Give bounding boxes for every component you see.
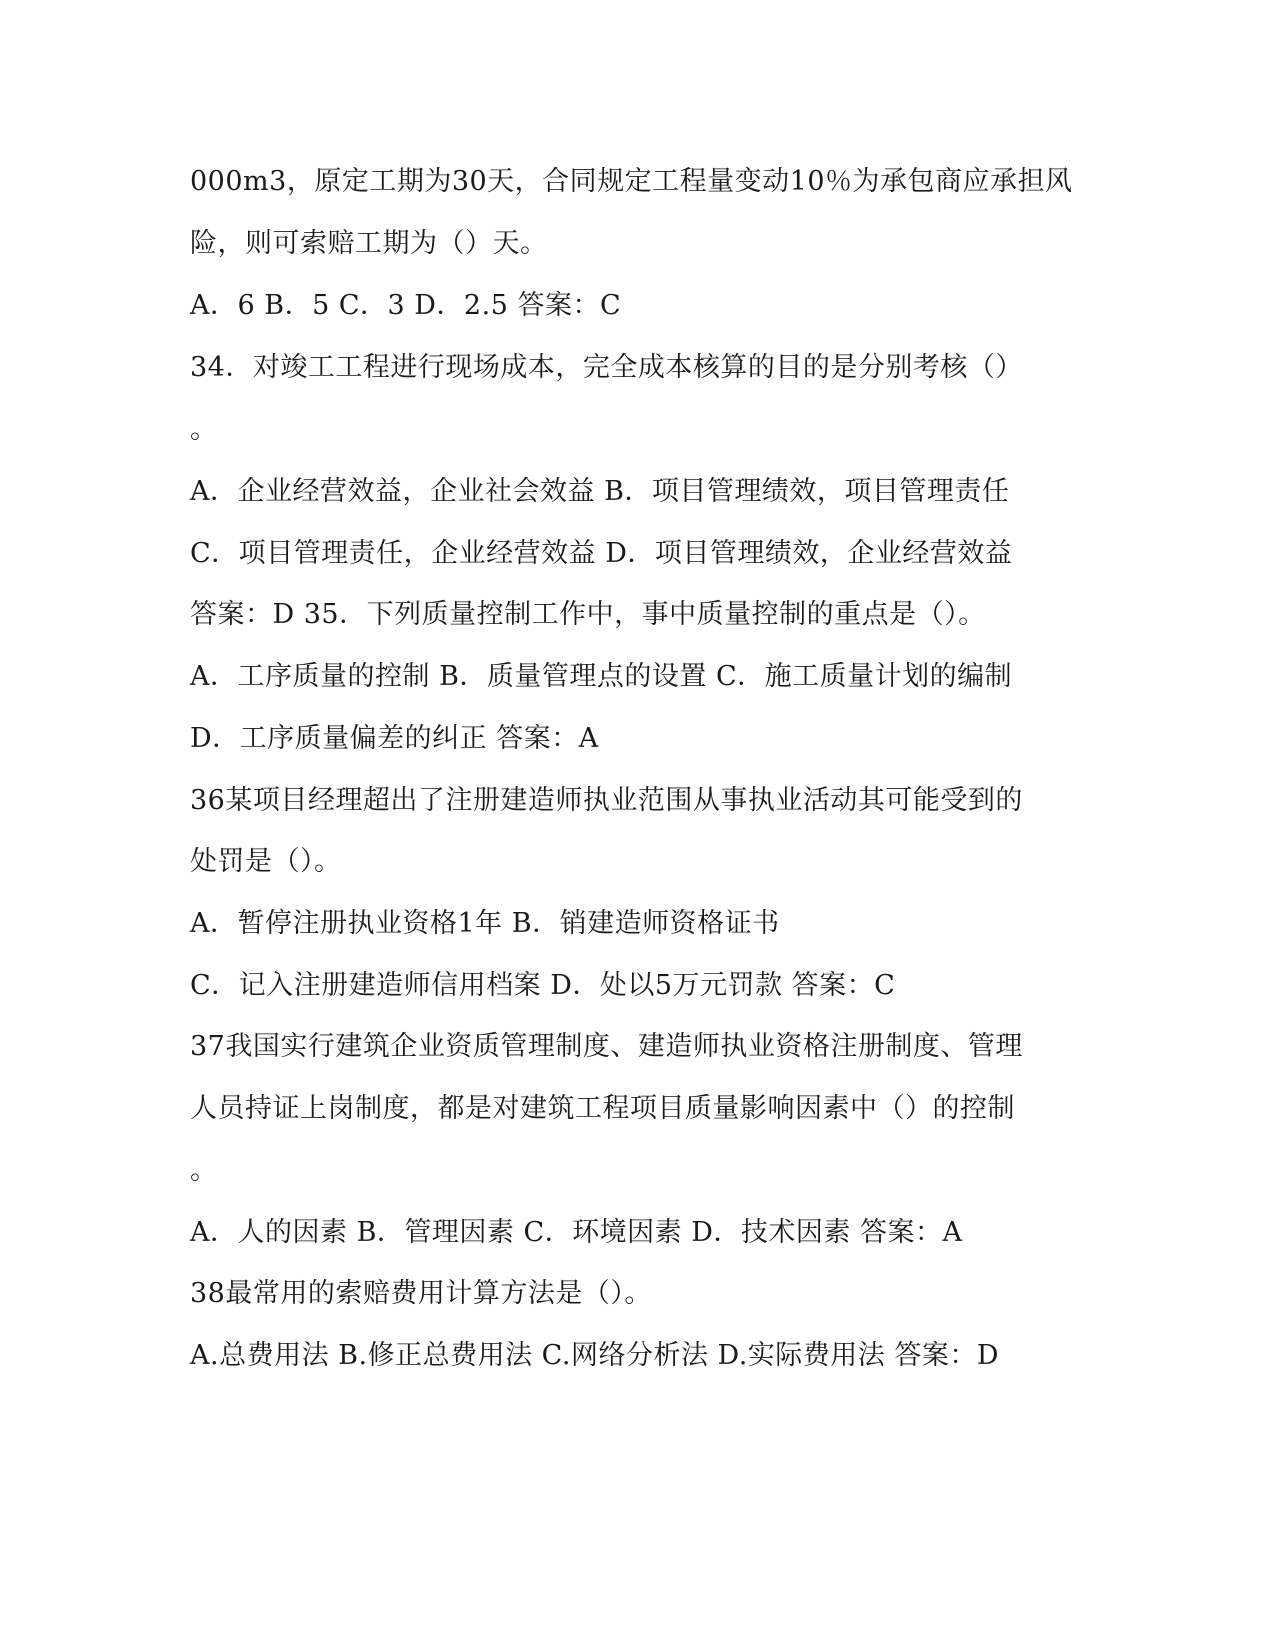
text-line-12: 处罚是（）。 xyxy=(190,846,342,877)
text-line-10: D．工序质量偏差的纠正 答案：A xyxy=(190,723,599,754)
text-line-20: A.总费用法 B.修正总费用法 C.网络分析法 D.实际费用法 答案：D xyxy=(190,1340,1000,1371)
text-line-3: A．6 B．5 C．3 D．2.5 答案：C xyxy=(190,290,622,321)
text-line-8: 答案：D 35．下列质量控制工作中，事中质量控制的重点是（）。 xyxy=(190,599,986,630)
text-line-7: C．项目管理责任，企业经营效益 D．项目管理绩效，企业经营效益 xyxy=(190,538,1013,569)
text-line-16: 人员持证上岗制度，都是对建筑工程项目质量影响因素中（）的控制 xyxy=(190,1093,1015,1124)
text-line-1: 000m3，原定工期为30天，合同规定工程量变动10％为承包商应承担风 xyxy=(190,166,1073,197)
text-line-6: A．企业经营效益，企业社会效益 B．项目管理绩效，项目管理责任 xyxy=(190,476,1010,507)
text-line-19: 38最常用的索赔费用计算方法是（）。 xyxy=(190,1278,652,1309)
text-line-15: 37我国实行建筑企业资质管理制度、建造师执业资格注册制度、管理 xyxy=(190,1031,1023,1062)
text-line-9: A．工序质量的控制 B．质量管理点的设置 C．施工质量计划的编制 xyxy=(190,661,1013,692)
text-line-17: 。 xyxy=(190,1155,218,1186)
text-line-14: C．记入注册建造师信用档案 D．处以5万元罚款 答案：C xyxy=(190,970,896,1001)
text-line-4: 34．对竣工工程进行现场成本，完全成本核算的目的是分别考核（） xyxy=(190,352,1023,383)
text-line-2: 险，则可索赔工期为（）天。 xyxy=(190,228,548,259)
text-line-5: 。 xyxy=(190,414,218,445)
text-line-18: A．人的因素 B．管理因素 C．环境因素 D．技术因素 答案：A xyxy=(190,1217,963,1248)
text-line-13: A．暂停注册执业资格1年 B．销建造师资格证书 xyxy=(190,908,780,939)
text-line-11: 36某项目经理超出了注册建造师执业范围从事执业活动其可能受到的 xyxy=(190,785,1023,816)
